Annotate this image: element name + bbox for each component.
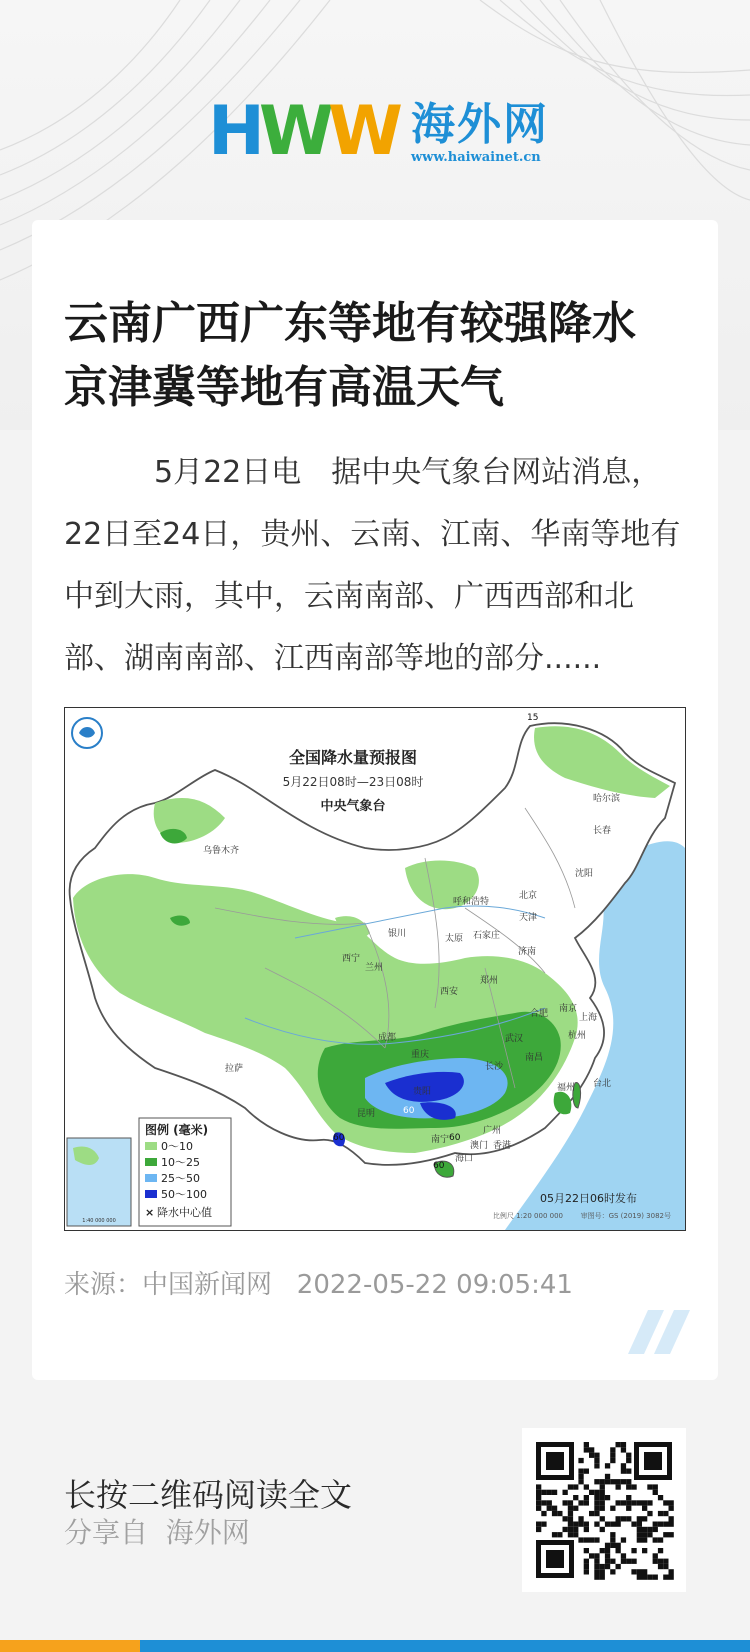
qr-module bbox=[621, 1463, 626, 1468]
qr-module bbox=[669, 1516, 674, 1521]
city-label: 武汉 bbox=[505, 1034, 524, 1044]
qr-module bbox=[626, 1469, 631, 1474]
qr-module bbox=[610, 1479, 615, 1484]
qr-module bbox=[573, 1484, 578, 1489]
qr-module bbox=[626, 1500, 631, 1505]
qr-module bbox=[610, 1447, 615, 1452]
qr-module bbox=[552, 1506, 557, 1511]
qr-module bbox=[568, 1506, 573, 1511]
qr-module bbox=[536, 1500, 541, 1505]
qr-module bbox=[653, 1537, 658, 1542]
footer-share: 分享自 海外网 bbox=[64, 1516, 250, 1549]
qr-module bbox=[621, 1559, 626, 1564]
qr-module bbox=[658, 1522, 663, 1527]
city-label: 南京 bbox=[559, 1004, 578, 1014]
map-period: 5月22日08时—23日08时 bbox=[282, 775, 424, 789]
qr-module bbox=[631, 1569, 636, 1574]
city-label: 福州 bbox=[557, 1083, 576, 1093]
article-summary: 5月22日电 据中央气象台网站消息，22日至24日，贵州、云南、江南、华南等地有中到大雨，其中，云南南部、广西西部和北部、湖南南部、江西南部等地的部分...... bbox=[64, 455, 681, 676]
qr-module bbox=[600, 1527, 605, 1532]
qr-module bbox=[573, 1506, 578, 1511]
qr-module bbox=[584, 1447, 589, 1452]
qr-module bbox=[658, 1511, 663, 1516]
qr-module bbox=[669, 1522, 674, 1527]
legend-label: 10～25 bbox=[161, 1156, 200, 1169]
qr-module bbox=[621, 1553, 626, 1558]
qr-module bbox=[600, 1506, 605, 1511]
qr-module bbox=[642, 1569, 647, 1574]
qr-module bbox=[584, 1559, 589, 1564]
qr-module bbox=[663, 1500, 668, 1505]
qr-module bbox=[584, 1569, 589, 1574]
qr-module bbox=[658, 1564, 663, 1569]
inset-scale: 1:40 000 000 bbox=[82, 1218, 116, 1224]
map-issuer: 中央气象台 bbox=[320, 799, 386, 814]
qr-module bbox=[584, 1442, 589, 1447]
legend-label: 50～100 bbox=[161, 1188, 207, 1201]
city-label: 台北 bbox=[593, 1079, 612, 1089]
qr-module bbox=[605, 1463, 610, 1468]
qr-module bbox=[563, 1516, 568, 1521]
qr-module bbox=[616, 1564, 621, 1569]
qr-module bbox=[631, 1500, 636, 1505]
rain-value: 60 bbox=[403, 1106, 415, 1116]
qr-module bbox=[536, 1506, 541, 1511]
qr-module bbox=[605, 1548, 610, 1553]
qr-module bbox=[568, 1484, 573, 1489]
qr-module bbox=[626, 1495, 631, 1500]
qr-module bbox=[573, 1532, 578, 1537]
qr-module bbox=[594, 1553, 599, 1558]
qr-module bbox=[653, 1484, 658, 1489]
qr-module bbox=[626, 1506, 631, 1511]
qr-module bbox=[669, 1500, 674, 1505]
city-label: 重庆 bbox=[411, 1050, 430, 1060]
qr-module bbox=[642, 1532, 647, 1537]
qr-module bbox=[621, 1469, 626, 1474]
qr-module bbox=[669, 1569, 674, 1574]
qr-module bbox=[578, 1469, 583, 1474]
city-label: 哈尔滨 bbox=[593, 794, 621, 804]
qr-code-icon bbox=[522, 1428, 686, 1592]
qr-module bbox=[610, 1522, 615, 1527]
qr-module bbox=[637, 1522, 642, 1527]
qr-module bbox=[584, 1564, 589, 1569]
qr-module bbox=[626, 1458, 631, 1463]
city-label: 西安 bbox=[440, 987, 459, 997]
qr-module bbox=[536, 1484, 541, 1489]
qr-module bbox=[658, 1548, 663, 1553]
rain-value: 60 bbox=[433, 1161, 445, 1171]
legend-label: 25～50 bbox=[161, 1172, 200, 1185]
city-label: 银川 bbox=[388, 929, 407, 939]
qr-module bbox=[541, 1511, 546, 1516]
qr-module bbox=[600, 1490, 605, 1495]
qr-module bbox=[594, 1495, 599, 1500]
footer-cta: 长按二维码阅读全文 bbox=[64, 1476, 353, 1514]
city-label: 贵阳 bbox=[413, 1087, 432, 1097]
qr-module bbox=[663, 1559, 668, 1564]
qr-module bbox=[616, 1442, 621, 1447]
qr-module bbox=[637, 1569, 642, 1574]
qr-module bbox=[536, 1522, 541, 1527]
qr-module bbox=[584, 1527, 589, 1532]
qr-module bbox=[605, 1559, 610, 1564]
map-published: 05月22日06时发布 bbox=[540, 1192, 637, 1205]
map-title: 全国降水量预报图 bbox=[288, 748, 418, 767]
qr-module bbox=[663, 1532, 668, 1537]
qr-module bbox=[653, 1575, 658, 1580]
map-approval: 审图号：GS (2019) 3082号 bbox=[580, 1212, 671, 1220]
qr-module bbox=[557, 1532, 562, 1537]
qr-module bbox=[621, 1500, 626, 1505]
qr-module bbox=[647, 1511, 652, 1516]
qr-module bbox=[552, 1490, 557, 1495]
logo-letter-w-green: W bbox=[258, 92, 328, 171]
qr-module bbox=[594, 1490, 599, 1495]
qr-module bbox=[647, 1575, 652, 1580]
city-label: 广州 bbox=[483, 1126, 502, 1136]
qr-module bbox=[653, 1527, 658, 1532]
qr-module bbox=[584, 1500, 589, 1505]
city-label: 昆明 bbox=[357, 1109, 376, 1119]
qr-module bbox=[610, 1506, 615, 1511]
qr-module bbox=[642, 1527, 647, 1532]
city-label: 兰州 bbox=[365, 963, 384, 973]
city-label: 合肥 bbox=[530, 1009, 549, 1019]
qr-module bbox=[642, 1506, 647, 1511]
qr-module bbox=[663, 1511, 668, 1516]
qr-module bbox=[610, 1537, 615, 1542]
qr-module bbox=[600, 1564, 605, 1569]
qr-module bbox=[600, 1516, 605, 1521]
qr-module bbox=[584, 1484, 589, 1489]
qr-module bbox=[669, 1532, 674, 1537]
qr-module bbox=[605, 1474, 610, 1479]
qr-module bbox=[573, 1527, 578, 1532]
qr-module bbox=[647, 1500, 652, 1505]
qr-module bbox=[626, 1559, 631, 1564]
qr-module bbox=[616, 1500, 621, 1505]
qr-module bbox=[568, 1532, 573, 1537]
qr-module bbox=[663, 1522, 668, 1527]
qr-module bbox=[631, 1559, 636, 1564]
logo-letter-w-orange: W bbox=[327, 92, 397, 171]
logo-chinese-name: 海外网 bbox=[410, 99, 549, 150]
qr-module bbox=[568, 1511, 573, 1516]
qr-module bbox=[536, 1495, 541, 1500]
logo-letter-h: H bbox=[208, 92, 259, 171]
qr-module bbox=[621, 1442, 626, 1447]
qr-module bbox=[637, 1537, 642, 1542]
qr-module bbox=[578, 1500, 583, 1505]
qr-module bbox=[647, 1527, 652, 1532]
qr-module bbox=[552, 1511, 557, 1516]
qr-module bbox=[637, 1532, 642, 1537]
city-label: 上海 bbox=[579, 1013, 598, 1023]
qr-module bbox=[552, 1532, 557, 1537]
qr-module bbox=[621, 1447, 626, 1452]
qr-module bbox=[605, 1553, 610, 1558]
qr-module bbox=[568, 1527, 573, 1532]
qr-module bbox=[578, 1458, 583, 1463]
qr-module bbox=[647, 1532, 652, 1537]
qr-module bbox=[642, 1575, 647, 1580]
qr-module bbox=[578, 1479, 583, 1484]
city-label: 海口 bbox=[455, 1154, 474, 1164]
qr-module bbox=[563, 1490, 568, 1495]
qr-module bbox=[605, 1564, 610, 1569]
city-label: 南宁 bbox=[431, 1135, 450, 1145]
qr-module bbox=[616, 1479, 621, 1484]
qr-module bbox=[616, 1543, 621, 1548]
precipitation-forecast-map[interactable] bbox=[64, 707, 686, 1231]
city-label: 南昌 bbox=[525, 1053, 544, 1063]
qr-module bbox=[547, 1500, 552, 1505]
qr-module bbox=[631, 1484, 636, 1489]
city-label: 长春 bbox=[593, 826, 612, 836]
city-label: 长沙 bbox=[485, 1062, 504, 1072]
qr-module bbox=[621, 1516, 626, 1521]
qr-module bbox=[594, 1463, 599, 1468]
city-label: 成都 bbox=[378, 1033, 397, 1043]
qr-module bbox=[568, 1522, 573, 1527]
qr-module bbox=[589, 1490, 594, 1495]
qr-module bbox=[584, 1548, 589, 1553]
city-label: 石家庄 bbox=[473, 931, 501, 941]
logo-url: www.haiwainet.cn bbox=[410, 150, 541, 165]
rain-value: 60 bbox=[333, 1133, 345, 1143]
city-label: 香港 bbox=[493, 1141, 512, 1151]
qr-module bbox=[626, 1453, 631, 1458]
qr-module bbox=[642, 1516, 647, 1521]
logo-hww-mark bbox=[208, 92, 397, 171]
qr-module bbox=[541, 1490, 546, 1495]
city-label: 杭州 bbox=[568, 1031, 587, 1041]
qr-module bbox=[568, 1500, 573, 1505]
qr-module bbox=[605, 1522, 610, 1527]
qr-module bbox=[578, 1516, 583, 1521]
qr-module bbox=[589, 1447, 594, 1452]
qr-module bbox=[584, 1495, 589, 1500]
qr-module bbox=[563, 1500, 568, 1505]
qr-module bbox=[589, 1553, 594, 1558]
legend-swatch bbox=[145, 1190, 157, 1198]
qr-module bbox=[647, 1484, 652, 1489]
article-source: 来源：中国新闻网 2022-05-22 09:05:41 bbox=[64, 1270, 573, 1300]
qr-module bbox=[589, 1453, 594, 1458]
bottom-accent-bar bbox=[0, 1640, 750, 1652]
qr-module bbox=[610, 1559, 615, 1564]
qr-module bbox=[600, 1548, 605, 1553]
qr-module bbox=[605, 1543, 610, 1548]
qr-module bbox=[573, 1495, 578, 1500]
qr-module bbox=[610, 1532, 615, 1537]
qr-module bbox=[578, 1537, 583, 1542]
qr-module bbox=[610, 1569, 615, 1574]
qr-module bbox=[541, 1500, 546, 1505]
legend-label: 0～10 bbox=[161, 1140, 193, 1153]
qr-module bbox=[594, 1569, 599, 1574]
qr-module bbox=[637, 1516, 642, 1521]
quote-mark-icon bbox=[628, 1310, 690, 1354]
qr-module bbox=[584, 1522, 589, 1527]
qr-module bbox=[600, 1575, 605, 1580]
qr-module bbox=[658, 1537, 663, 1542]
qr-module bbox=[600, 1495, 605, 1500]
qr-module bbox=[594, 1559, 599, 1564]
qr-module bbox=[610, 1453, 615, 1458]
rain-value: 15 bbox=[527, 713, 539, 723]
qr-module bbox=[621, 1479, 626, 1484]
qr-module bbox=[573, 1522, 578, 1527]
qr-module bbox=[616, 1484, 621, 1489]
qr-module bbox=[605, 1495, 610, 1500]
legend-label: 降水中心值 bbox=[157, 1206, 212, 1219]
legend-center-symbol: × bbox=[145, 1206, 155, 1219]
qr-module bbox=[626, 1479, 631, 1484]
legend-swatch bbox=[145, 1174, 157, 1182]
rain-value: 60 bbox=[449, 1133, 461, 1143]
city-label: 沈阳 bbox=[575, 869, 594, 879]
qr-module bbox=[626, 1484, 631, 1489]
qr-module bbox=[563, 1527, 568, 1532]
haiwainet-logo[interactable] bbox=[208, 92, 549, 171]
map-scale: 比例尺 1:20 000 000 bbox=[492, 1212, 563, 1220]
city-label: 呼和浩特 bbox=[453, 897, 490, 907]
city-label: 北京 bbox=[519, 891, 538, 901]
qr-module bbox=[594, 1511, 599, 1516]
qr-module bbox=[637, 1500, 642, 1505]
qr-module bbox=[578, 1474, 583, 1479]
qr-module bbox=[631, 1522, 636, 1527]
qr-module bbox=[642, 1537, 647, 1542]
qr-module bbox=[653, 1522, 658, 1527]
city-label: 澳门 bbox=[470, 1141, 489, 1151]
qr-module bbox=[536, 1527, 541, 1532]
qr-module bbox=[584, 1469, 589, 1474]
qr-module bbox=[594, 1522, 599, 1527]
city-label: 拉萨 bbox=[225, 1064, 244, 1074]
qr-module bbox=[557, 1511, 562, 1516]
qr-module bbox=[669, 1506, 674, 1511]
qr-module bbox=[658, 1559, 663, 1564]
qr-module bbox=[653, 1553, 658, 1558]
qr-module bbox=[616, 1522, 621, 1527]
legend-title: 图例 (毫米) bbox=[145, 1123, 209, 1137]
qr-module bbox=[637, 1527, 642, 1532]
qr-module bbox=[594, 1564, 599, 1569]
qr-module bbox=[621, 1537, 626, 1542]
qr-module bbox=[663, 1564, 668, 1569]
qr-module bbox=[594, 1500, 599, 1505]
qr-module bbox=[536, 1490, 541, 1495]
qr-module bbox=[669, 1575, 674, 1580]
qr-module bbox=[547, 1506, 552, 1511]
qr-module bbox=[653, 1490, 658, 1495]
qr-module bbox=[541, 1522, 546, 1527]
qr-module bbox=[658, 1495, 663, 1500]
qr-module bbox=[600, 1500, 605, 1505]
qr-module bbox=[568, 1516, 573, 1521]
city-label: 天津 bbox=[519, 913, 538, 923]
qr-module bbox=[594, 1453, 599, 1458]
qr-module bbox=[653, 1559, 658, 1564]
qr-module bbox=[594, 1458, 599, 1463]
qr-module bbox=[589, 1537, 594, 1542]
qr-module bbox=[594, 1537, 599, 1542]
qr-module bbox=[600, 1479, 605, 1484]
qr-module bbox=[584, 1537, 589, 1542]
qr-module bbox=[594, 1479, 599, 1484]
qr-module bbox=[616, 1548, 621, 1553]
qr-module bbox=[610, 1458, 615, 1463]
qr-module bbox=[605, 1479, 610, 1484]
city-label: 郑州 bbox=[480, 976, 499, 986]
qr-module bbox=[578, 1522, 583, 1527]
qr-module bbox=[600, 1484, 605, 1489]
city-label: 乌鲁木齐 bbox=[203, 846, 240, 856]
qr-module bbox=[616, 1516, 621, 1521]
article-title: 云南广西广东等地有较强降水 京津冀等地有高温天气 bbox=[64, 298, 636, 413]
city-label: 济南 bbox=[518, 947, 537, 957]
city-label: 太原 bbox=[445, 934, 464, 944]
qr-code[interactable] bbox=[522, 1428, 686, 1592]
qr-module bbox=[631, 1548, 636, 1553]
qr-module bbox=[589, 1511, 594, 1516]
qr-module bbox=[600, 1569, 605, 1574]
qr-module bbox=[594, 1506, 599, 1511]
qr-module bbox=[637, 1575, 642, 1580]
qr-module bbox=[663, 1575, 668, 1580]
qr-module bbox=[642, 1500, 647, 1505]
map-graphic bbox=[65, 708, 685, 1230]
city-label: 西宁 bbox=[342, 954, 361, 964]
qr-module bbox=[594, 1575, 599, 1580]
legend-swatch bbox=[145, 1142, 157, 1150]
cma-emblem-inner bbox=[79, 727, 95, 738]
qr-module bbox=[547, 1490, 552, 1495]
qr-module bbox=[626, 1516, 631, 1521]
legend-swatch bbox=[145, 1158, 157, 1166]
qr-module bbox=[610, 1543, 615, 1548]
qr-module bbox=[642, 1548, 647, 1553]
